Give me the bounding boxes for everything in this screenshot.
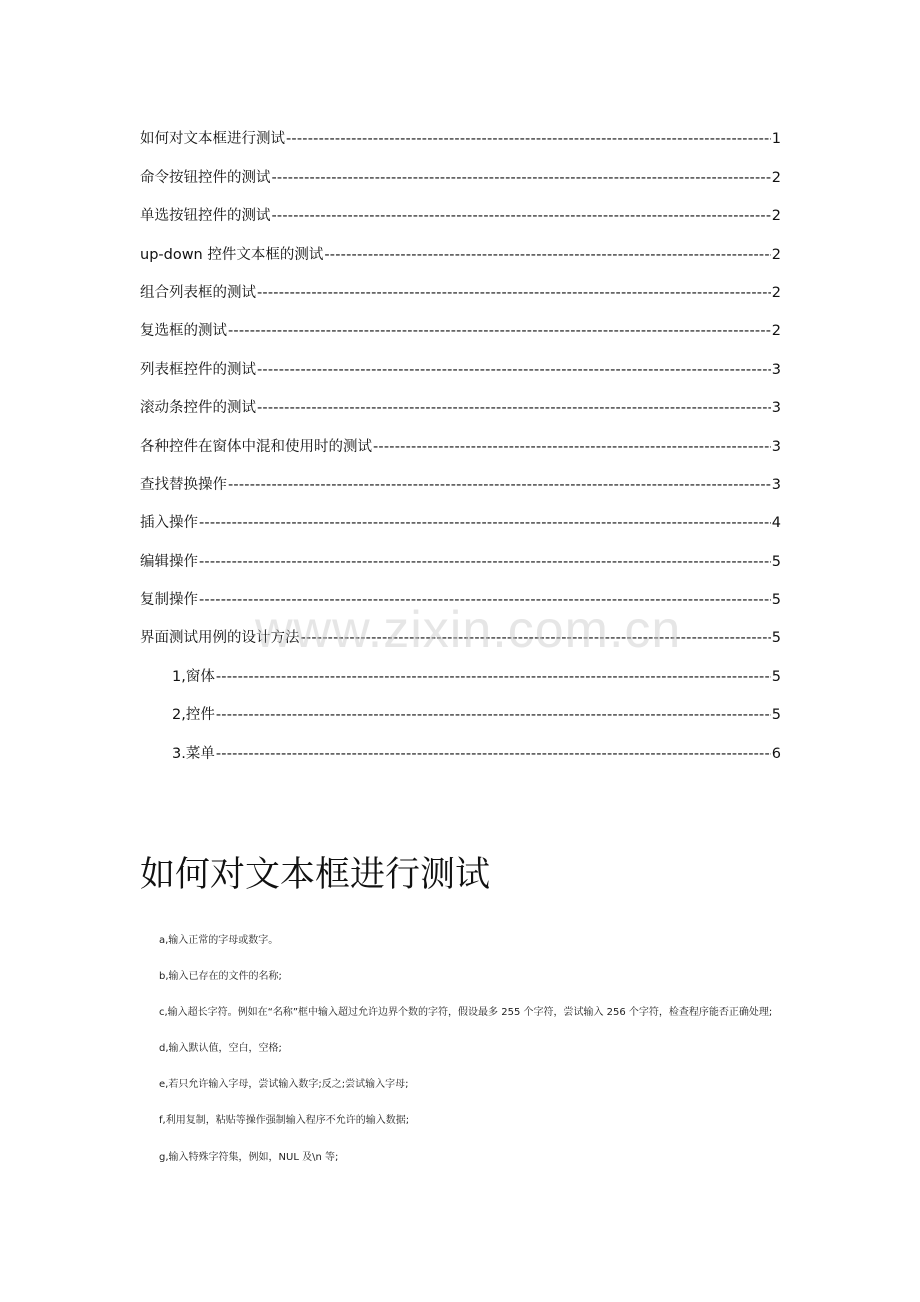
toc-entry-title: 单选按钮控件的测试	[140, 208, 271, 225]
toc-page-number: 2	[771, 246, 781, 263]
toc-page-number: 5	[771, 707, 781, 724]
test-item: f,利用复制，粘贴等操作强制输入程序不允许的输入数据;	[159, 1115, 410, 1127]
toc-entry-title: 列表框控件的测试	[140, 361, 256, 378]
toc-entry-title: 命令按钮控件的测试	[140, 169, 271, 186]
toc-dot-leader	[199, 591, 771, 613]
toc-entry-title: 复选框的测试	[140, 323, 227, 340]
toc-entry[interactable]	[140, 651, 781, 689]
toc-page-number: 3	[771, 400, 781, 417]
toc-page-number: 2	[771, 169, 781, 186]
test-item: a,输入正常的字母或数字。	[159, 935, 279, 946]
toc-entry[interactable]	[140, 421, 781, 459]
toc-page-number: 3	[771, 361, 781, 378]
toc-entry-title: 组合列表框的测试	[140, 284, 256, 301]
test-item-list	[159, 932, 799, 1185]
toc-page-number: 4	[771, 515, 781, 532]
toc-page-number: 3	[771, 476, 781, 493]
toc-dot-leader	[216, 668, 771, 690]
toc-dot-leader	[301, 629, 771, 651]
toc-entry-title: 各种控件在窗体中混和使用时的测试	[140, 438, 372, 455]
toc-dot-leader	[199, 514, 771, 536]
toc-page-number: 5	[771, 592, 781, 609]
toc-entry[interactable]	[140, 460, 781, 498]
toc-entry[interactable]	[140, 114, 781, 152]
toc-entry[interactable]	[140, 152, 781, 190]
test-item: g,输入特殊字符集，例如，NUL 及\n 等;	[159, 1151, 339, 1163]
toc-entry-title: up-down 控件文本框的测试	[140, 246, 324, 263]
toc-entry-title: 如何对文本框进行测试	[140, 131, 285, 148]
toc-page-number: 5	[771, 630, 781, 647]
toc-dot-leader	[216, 706, 771, 728]
toc-dot-leader	[257, 361, 771, 383]
toc-entry[interactable]	[140, 728, 781, 766]
toc-entry[interactable]	[140, 536, 781, 574]
toc-page-number: 2	[771, 284, 781, 301]
toc-dot-leader	[199, 553, 771, 575]
toc-entry-title: 复制操作	[140, 592, 198, 609]
toc-dot-leader	[272, 169, 771, 191]
toc-dot-leader	[257, 399, 771, 421]
toc-dot-leader	[286, 130, 771, 152]
table-of-contents	[140, 114, 781, 767]
toc-entry[interactable]	[140, 268, 781, 306]
toc-entry[interactable]	[140, 383, 781, 421]
toc-entry-title: 界面测试用例的设计方法	[140, 630, 300, 647]
toc-entry-title: 3.菜单	[172, 745, 215, 762]
toc-entry[interactable]	[140, 613, 781, 651]
toc-page-number: 6	[771, 745, 781, 762]
toc-page-number: 3	[771, 438, 781, 455]
test-item: c,输入超长字符。例如在“名称”框中输入超过允许边界个数的字符，假设最多 255 个字符，尝试输入 256 个字符，检查程序能否正确处理;	[159, 1007, 773, 1019]
test-item: d,输入默认值，空白，空格;	[159, 1043, 282, 1055]
toc-page-number: 1	[771, 131, 781, 148]
watermark: www.zixin.com.cn	[255, 601, 682, 659]
toc-page-number: 2	[771, 208, 781, 225]
toc-entry[interactable]	[140, 306, 781, 344]
toc-entry[interactable]	[140, 191, 781, 229]
toc-dot-leader	[373, 438, 771, 460]
toc-entry[interactable]	[140, 229, 781, 267]
toc-dot-leader	[272, 207, 771, 229]
toc-page-number: 2	[771, 323, 781, 340]
toc-dot-leader	[324, 246, 770, 268]
toc-entry-title: 滚动条控件的测试	[140, 400, 256, 417]
test-item: b,输入已存在的文件的名称;	[159, 971, 282, 983]
toc-entry-title: 查找替换操作	[140, 476, 227, 493]
toc-dot-leader	[228, 322, 771, 344]
toc-entry-title: 2,控件	[172, 707, 215, 724]
toc-entry-title: 编辑操作	[140, 553, 198, 570]
toc-page-number: 5	[771, 553, 781, 570]
toc-entry[interactable]	[140, 498, 781, 536]
toc-entry-title: 插入操作	[140, 515, 198, 532]
test-item: e,若只允许输入字母，尝试输入数字;反之;尝试输入字母;	[159, 1079, 409, 1091]
toc-page-number: 5	[771, 668, 781, 685]
toc-dot-leader	[257, 284, 771, 306]
toc-entry[interactable]	[140, 690, 781, 728]
toc-dot-leader	[216, 745, 771, 767]
toc-entry-title: 1,窗体	[172, 668, 215, 685]
toc-entry[interactable]	[140, 344, 781, 382]
toc-dot-leader	[228, 476, 771, 498]
section-heading: 如何对文本框进行测试	[140, 855, 491, 895]
toc-entry[interactable]	[140, 575, 781, 613]
